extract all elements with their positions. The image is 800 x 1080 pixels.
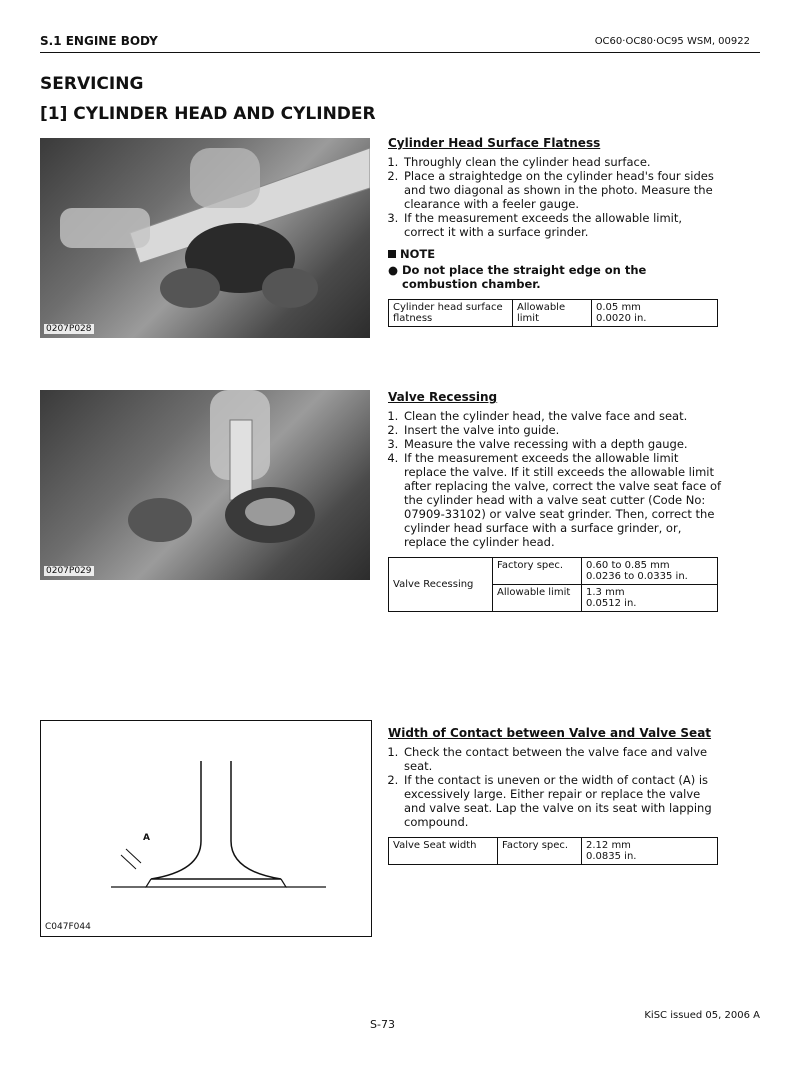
spec-value-in: 0.0236 to 0.0335 in. xyxy=(586,571,688,582)
note-label: NOTE xyxy=(400,247,436,261)
spec-value-mm: 0.05 mm xyxy=(596,302,641,313)
photo-recessing-code: 0207P029 xyxy=(46,566,92,576)
page-title: SERVICING xyxy=(40,74,144,94)
spec-value-mm: 0.60 to 0.85 mm xyxy=(586,560,670,571)
table-row xyxy=(389,300,718,327)
contact-step: 1. Check the contact between the valve face and valve seat. xyxy=(402,745,723,773)
spec-value-in: 0.0512 in. xyxy=(586,598,637,609)
photo-flatness-drawing xyxy=(40,138,370,338)
spec-kind: Factory spec. xyxy=(493,558,582,585)
spec-kind: Factory spec. xyxy=(498,838,582,865)
diagram-code: C047F044 xyxy=(45,922,91,932)
photo-recessing xyxy=(40,390,370,580)
note-heading xyxy=(388,247,723,261)
flatness-title: Cylinder Head Surface Flatness xyxy=(388,136,601,150)
spec-item: Cylinder head surface flatness xyxy=(389,300,513,327)
flatness-steps xyxy=(388,155,723,239)
spec-value xyxy=(592,300,718,327)
photo-recessing-drawing xyxy=(40,390,370,580)
note-item xyxy=(388,263,723,291)
flatness-step: 2. Place a straightedge on the cylinder head's four sides and two diagonal as shown in the photo. Measure the clearance with a feeler gauge. xyxy=(402,169,723,211)
flatness-section xyxy=(388,136,723,327)
recessing-step: 2. Insert the valve into guide. xyxy=(402,423,723,437)
valve-seat-diagram xyxy=(40,720,372,937)
photo-flatness-code: 0207P028 xyxy=(46,324,92,334)
spec-value-in: 0.0835 in. xyxy=(586,851,637,862)
recessing-step: 3. Measure the valve recessing with a depth gauge. xyxy=(402,437,723,451)
header-section: S.1 ENGINE BODY xyxy=(40,34,158,48)
spec-value xyxy=(582,558,718,585)
subsection-title: [1] CYLINDER HEAD AND CYLINDER xyxy=(40,104,376,124)
spec-item: Valve Seat width xyxy=(389,838,498,865)
table-row xyxy=(389,838,718,865)
issued-note: KiSC issued 05, 2006 A xyxy=(644,1010,760,1021)
contact-steps xyxy=(388,745,723,829)
spec-value xyxy=(582,585,718,612)
spec-kind: Allowable limit xyxy=(513,300,592,327)
note-square-icon xyxy=(388,250,396,258)
recessing-step: 4. If the measurement exceeds the allowable limit replace the valve. If it still exceeds the allowable limit after replacing the valve, correct the valve seat face of the cylinder head with a valve seat cutter (Code No: 07909-33102) or valve seat grinder. Then, correct the cylinder head surface with a surface grinder, or, replace the cylinder head. xyxy=(402,451,723,549)
recessing-section xyxy=(388,390,723,612)
page-number: S-73 xyxy=(370,1018,395,1031)
recessing-steps xyxy=(388,409,723,549)
contact-step: 2. If the contact is uneven or the width of contact (A) is excessively large. Either repair or replace the valve and valve seat. Lap the valve on its seat with lapping compound. xyxy=(402,773,723,829)
bullet-icon: ● xyxy=(388,263,399,277)
recessing-spec-table xyxy=(388,557,718,612)
flatness-spec-table xyxy=(388,299,718,327)
header-manual-code: OC60·OC80·OC95 WSM, 00922 xyxy=(594,36,750,47)
photo-flatness xyxy=(40,138,370,338)
contact-section xyxy=(388,726,723,865)
diagram-label-a: A xyxy=(143,833,150,843)
header-rule xyxy=(40,52,760,53)
recessing-title: Valve Recessing xyxy=(388,390,498,404)
spec-value-mm: 2.12 mm xyxy=(586,840,631,851)
table-row xyxy=(389,558,718,585)
spec-value xyxy=(582,838,718,865)
spec-value-mm: 1.3 mm xyxy=(586,587,625,598)
spec-item: Valve Recessing xyxy=(389,558,493,612)
flatness-step: 1. Throughly clean the cylinder head surface. xyxy=(402,155,723,169)
recessing-step: 1. Clean the cylinder head, the valve face and seat. xyxy=(402,409,723,423)
spec-value-in: 0.0020 in. xyxy=(596,313,647,324)
note-text: Do not place the straight edge on the combustion chamber. xyxy=(402,263,647,291)
spec-kind: Allowable limit xyxy=(493,585,582,612)
valve-diagram-drawing xyxy=(41,721,371,936)
contact-title: Width of Contact between Valve and Valve Seat xyxy=(388,726,712,740)
contact-spec-table xyxy=(388,837,718,865)
flatness-step: 3. If the measurement exceeds the allowable limit, correct it with a surface grinder. xyxy=(402,211,723,239)
